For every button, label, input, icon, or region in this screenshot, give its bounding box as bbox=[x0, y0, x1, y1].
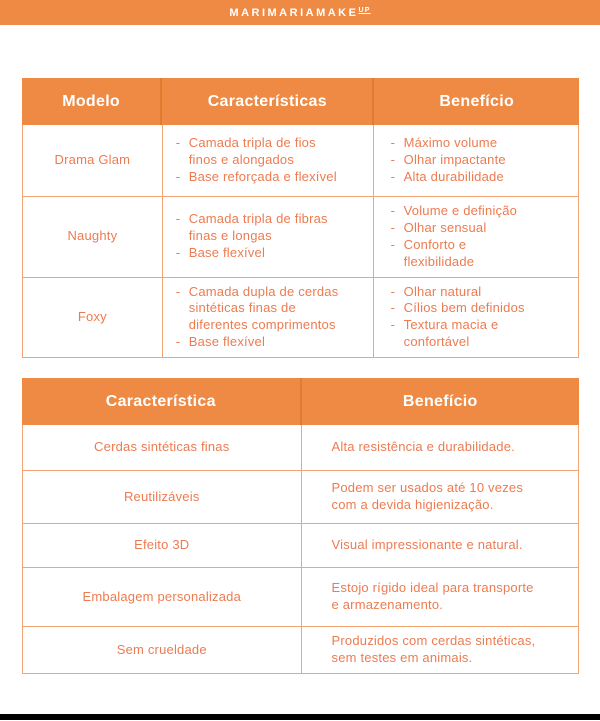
caracteristicas-list bbox=[176, 284, 346, 352]
feature-benefit: Produzidos com cerdas sintéticas, sem testes em animais. bbox=[331, 633, 536, 665]
model-caracteristicas-cell bbox=[162, 278, 373, 358]
list-item: - Olhar impactante bbox=[391, 152, 506, 169]
model-beneficios-cell bbox=[373, 197, 578, 277]
table-row-drama-glam bbox=[23, 125, 578, 196]
model-beneficios-cell bbox=[373, 125, 578, 196]
bottom-border-bar bbox=[0, 714, 600, 720]
list-item: - Olhar natural bbox=[391, 284, 539, 301]
feature-name: Sem crueldade bbox=[116, 641, 207, 657]
header-caracteristicas: Características bbox=[160, 78, 372, 125]
features-table-header bbox=[22, 378, 579, 425]
list-item: - Base flexível bbox=[176, 245, 346, 262]
list-item: - Camada dupla de cerdas sintéticas finas de diferentes comprimentos bbox=[176, 284, 346, 335]
feature-benefit: Podem ser usados até 10 vezes com a devida higienização. bbox=[331, 480, 524, 512]
list-item: - Base reforçada e flexível bbox=[176, 169, 346, 186]
brand-logo-main: MARIMARIAMAKE bbox=[229, 6, 359, 19]
feature-name: Reutilizáveis bbox=[123, 488, 200, 504]
header-modelo: Modelo bbox=[62, 92, 121, 110]
models-table-body bbox=[22, 125, 579, 358]
list-item: - Base flexível bbox=[176, 334, 346, 351]
list-item: - Máximo volume bbox=[391, 135, 506, 152]
list-item: - Conforto e flexibilidade bbox=[391, 237, 539, 271]
header-beneficio: Benefício bbox=[300, 378, 580, 425]
feature-name: Cerdas sintéticas finas bbox=[94, 439, 230, 455]
model-name: Foxy bbox=[77, 308, 107, 324]
feature-benefit: Visual impressionante e natural. bbox=[331, 537, 523, 553]
feature-benefit-cell bbox=[301, 524, 579, 567]
table-row-naughty bbox=[23, 196, 578, 277]
feature-benefit-cell bbox=[301, 471, 579, 523]
table-row-sem-crueldade bbox=[23, 626, 578, 673]
header-caracteristica: Característica bbox=[105, 392, 216, 410]
list-item: - Textura macia e confortável bbox=[391, 317, 539, 351]
table-row-cerdas bbox=[23, 425, 578, 470]
feature-benefit-cell bbox=[301, 425, 579, 470]
model-beneficios-cell bbox=[373, 278, 578, 358]
list-item: - Olhar sensual bbox=[391, 220, 539, 237]
models-table-header bbox=[22, 78, 579, 125]
model-name: Naughty bbox=[67, 228, 118, 244]
table-row-reutilizaveis bbox=[23, 470, 578, 523]
list-item: - Cílios bem definidos bbox=[391, 300, 539, 317]
brand-logo-sup: UP bbox=[358, 6, 371, 14]
models-table bbox=[22, 78, 579, 358]
caracteristicas-list bbox=[176, 211, 346, 262]
list-item: - Volume e definição bbox=[391, 203, 539, 220]
feature-benefit-cell bbox=[301, 627, 579, 673]
caracteristicas-list bbox=[176, 135, 346, 186]
list-item: - Camada tripla de fibras finas e longas bbox=[176, 211, 346, 245]
brand-logo bbox=[229, 7, 370, 19]
table-row-efeito-3d bbox=[23, 523, 578, 567]
feature-benefit-cell bbox=[301, 568, 579, 626]
table-row-foxy bbox=[23, 277, 578, 358]
feature-benefit: Alta resistência e durabilidade. bbox=[331, 439, 515, 455]
feature-name: Efeito 3D bbox=[134, 537, 190, 553]
model-name: Drama Glam bbox=[54, 152, 131, 168]
beneficios-list bbox=[391, 135, 506, 186]
feature-name: Embalagem personalizada bbox=[82, 588, 242, 604]
brand-bar bbox=[0, 0, 600, 25]
list-item: - Camada tripla de fios finos e alongados bbox=[176, 135, 346, 169]
list-item: - Alta durabilidade bbox=[391, 169, 506, 186]
table-row-embalagem bbox=[23, 567, 578, 626]
header-beneficio: Benefício bbox=[372, 78, 579, 125]
model-caracteristicas-cell bbox=[162, 125, 373, 196]
features-table bbox=[22, 378, 579, 674]
feature-benefit: Estojo rígido ideal para transporte e armazenamento. bbox=[331, 580, 534, 612]
model-caracteristicas-cell bbox=[162, 197, 373, 277]
beneficios-list bbox=[391, 203, 539, 271]
features-table-body bbox=[22, 425, 579, 674]
beneficios-list bbox=[391, 284, 539, 352]
